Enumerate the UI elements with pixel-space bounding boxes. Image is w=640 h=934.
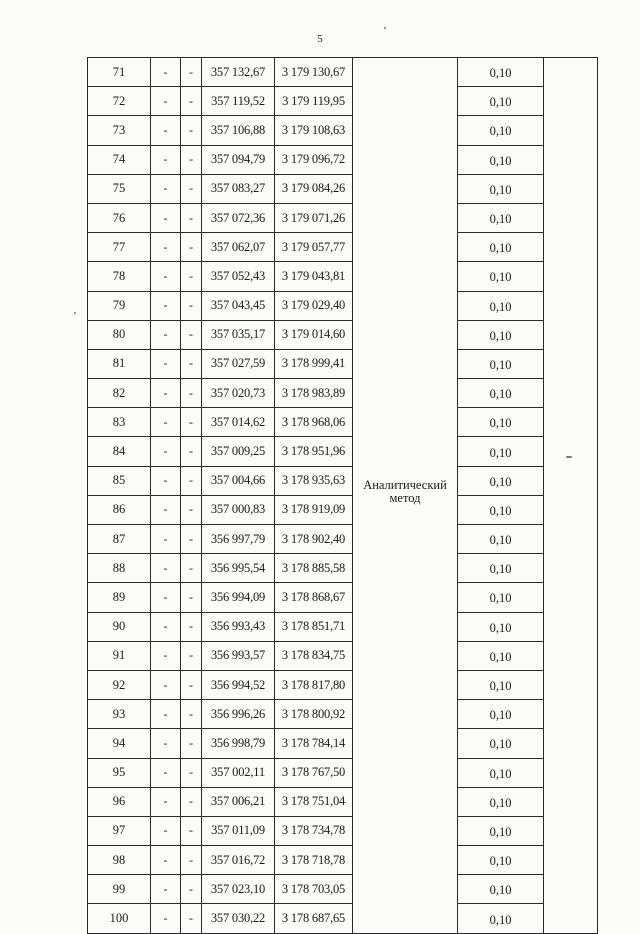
x-coordinate-cell: 357 002,11: [202, 758, 275, 787]
accuracy-cell: 0,10: [458, 904, 544, 933]
dash-cell: -: [181, 466, 202, 495]
y-coordinate-cell: 3 178 687,65: [275, 904, 353, 933]
scan-mark: [566, 456, 572, 458]
table-row: [88, 437, 598, 466]
y-coordinate-cell: 3 178 784,14: [275, 729, 353, 758]
point-number-cell: 98: [88, 846, 151, 875]
dash-cell: -: [151, 583, 181, 612]
point-number-cell: 97: [88, 816, 151, 845]
accuracy-cell: 0,10: [458, 233, 544, 262]
table-row: [88, 116, 598, 145]
y-coordinate-cell: 3 178 800,92: [275, 700, 353, 729]
dash-cell: -: [181, 87, 202, 116]
point-number-cell: 100: [88, 904, 151, 933]
x-coordinate-cell: 357 072,36: [202, 203, 275, 232]
x-coordinate-cell: 357 004,66: [202, 466, 275, 495]
dash-cell: -: [181, 291, 202, 320]
accuracy-cell: 0,10: [458, 495, 544, 524]
dash-cell: -: [181, 320, 202, 349]
table-row: [88, 554, 598, 583]
dash-cell: -: [181, 116, 202, 145]
table-body: [88, 58, 598, 934]
dash-cell: -: [181, 262, 202, 291]
table-row: [88, 875, 598, 904]
y-coordinate-cell: 3 178 734,78: [275, 816, 353, 845]
dash-cell: -: [151, 262, 181, 291]
table-row: [88, 904, 598, 933]
y-coordinate-cell: 3 178 718,78: [275, 846, 353, 875]
point-number-cell: 78: [88, 262, 151, 291]
dash-cell: -: [181, 58, 202, 87]
accuracy-cell: 0,10: [458, 320, 544, 349]
y-coordinate-cell: 3 178 834,75: [275, 641, 353, 670]
table-row: [88, 641, 598, 670]
table-row: [88, 583, 598, 612]
y-coordinate-cell: 3 178 885,58: [275, 554, 353, 583]
point-number-cell: 92: [88, 670, 151, 699]
y-coordinate-cell: 3 178 767,50: [275, 758, 353, 787]
table-row: [88, 58, 598, 87]
y-coordinate-cell: 3 178 703,05: [275, 875, 353, 904]
table-row: [88, 816, 598, 845]
dash-cell: -: [151, 349, 181, 378]
dash-cell: -: [151, 379, 181, 408]
x-coordinate-cell: 357 016,72: [202, 846, 275, 875]
table-row: [88, 87, 598, 116]
x-coordinate-cell: 357 132,67: [202, 58, 275, 87]
dash-cell: -: [151, 203, 181, 232]
point-number-cell: 84: [88, 437, 151, 466]
x-coordinate-cell: 357 009,25: [202, 437, 275, 466]
table-row: [88, 729, 598, 758]
dash-cell: -: [151, 758, 181, 787]
x-coordinate-cell: 357 106,88: [202, 116, 275, 145]
table-row: [88, 349, 598, 378]
y-coordinate-cell: 3 178 968,06: [275, 408, 353, 437]
x-coordinate-cell: 357 020,73: [202, 379, 275, 408]
dash-cell: -: [181, 379, 202, 408]
accuracy-cell: 0,10: [458, 641, 544, 670]
y-coordinate-cell: 3 179 029,40: [275, 291, 353, 320]
x-coordinate-cell: 357 062,07: [202, 233, 275, 262]
table-row: [88, 203, 598, 232]
point-number-cell: 85: [88, 466, 151, 495]
x-coordinate-cell: 357 119,52: [202, 87, 275, 116]
dash-cell: -: [151, 233, 181, 262]
table-row: [88, 262, 598, 291]
x-coordinate-cell: 356 998,79: [202, 729, 275, 758]
point-number-cell: 83: [88, 408, 151, 437]
x-coordinate-cell: 357 094,79: [202, 145, 275, 174]
empty-cell: [544, 58, 598, 934]
x-coordinate-cell: 357 043,45: [202, 291, 275, 320]
point-number-cell: 99: [88, 875, 151, 904]
y-coordinate-cell: 3 178 902,40: [275, 525, 353, 554]
accuracy-cell: 0,10: [458, 58, 544, 87]
x-coordinate-cell: 357 006,21: [202, 787, 275, 816]
dash-cell: -: [181, 145, 202, 174]
x-coordinate-cell: 357 027,59: [202, 349, 275, 378]
dash-cell: -: [151, 846, 181, 875]
dash-cell: -: [181, 437, 202, 466]
point-number-cell: 88: [88, 554, 151, 583]
dash-cell: -: [181, 612, 202, 641]
dash-cell: -: [181, 875, 202, 904]
table-row: [88, 846, 598, 875]
point-number-cell: 89: [88, 583, 151, 612]
dash-cell: -: [181, 846, 202, 875]
point-number-cell: 80: [88, 320, 151, 349]
dash-cell: -: [151, 320, 181, 349]
table-row: [88, 612, 598, 641]
y-coordinate-cell: 3 179 071,26: [275, 203, 353, 232]
accuracy-cell: 0,10: [458, 700, 544, 729]
y-coordinate-cell: 3 179 108,63: [275, 116, 353, 145]
y-coordinate-cell: 3 178 983,89: [275, 379, 353, 408]
accuracy-cell: 0,10: [458, 437, 544, 466]
point-number-cell: 90: [88, 612, 151, 641]
x-coordinate-cell: 356 995,54: [202, 554, 275, 583]
point-number-cell: 72: [88, 87, 151, 116]
point-number-cell: 76: [88, 203, 151, 232]
y-coordinate-cell: 3 179 096,72: [275, 145, 353, 174]
dash-cell: -: [151, 87, 181, 116]
method-cell: Аналитический метод: [353, 58, 458, 934]
y-coordinate-cell: 3 178 935,63: [275, 466, 353, 495]
point-number-cell: 73: [88, 116, 151, 145]
point-number-cell: 75: [88, 174, 151, 203]
dash-cell: -: [151, 495, 181, 524]
x-coordinate-cell: 356 997,79: [202, 525, 275, 554]
accuracy-cell: 0,10: [458, 758, 544, 787]
table-row: [88, 787, 598, 816]
accuracy-cell: 0,10: [458, 408, 544, 437]
dash-cell: -: [151, 904, 181, 933]
x-coordinate-cell: 356 996,26: [202, 700, 275, 729]
x-coordinate-cell: 357 030,22: [202, 904, 275, 933]
y-coordinate-cell: 3 178 868,67: [275, 583, 353, 612]
y-coordinate-cell: 3 179 119,95: [275, 87, 353, 116]
dash-cell: -: [181, 233, 202, 262]
table-row: [88, 700, 598, 729]
dash-cell: -: [181, 583, 202, 612]
point-number-cell: 81: [88, 349, 151, 378]
dash-cell: -: [151, 437, 181, 466]
point-number-cell: 95: [88, 758, 151, 787]
y-coordinate-cell: 3 178 951,96: [275, 437, 353, 466]
accuracy-cell: 0,10: [458, 816, 544, 845]
accuracy-cell: 0,10: [458, 349, 544, 378]
dash-cell: -: [151, 816, 181, 845]
x-coordinate-cell: 356 993,43: [202, 612, 275, 641]
point-number-cell: 96: [88, 787, 151, 816]
accuracy-cell: 0,10: [458, 174, 544, 203]
point-number-cell: 79: [88, 291, 151, 320]
accuracy-cell: 0,10: [458, 612, 544, 641]
accuracy-cell: 0,10: [458, 145, 544, 174]
point-number-cell: 86: [88, 495, 151, 524]
y-coordinate-cell: 3 178 751,04: [275, 787, 353, 816]
table-row: [88, 291, 598, 320]
y-coordinate-cell: 3 179 084,26: [275, 174, 353, 203]
dash-cell: -: [151, 525, 181, 554]
dash-cell: -: [151, 116, 181, 145]
dash-cell: -: [181, 554, 202, 583]
x-coordinate-cell: 357 011,09: [202, 816, 275, 845]
dash-cell: -: [181, 408, 202, 437]
accuracy-cell: 0,10: [458, 262, 544, 291]
dash-cell: -: [151, 466, 181, 495]
accuracy-cell: 0,10: [458, 846, 544, 875]
accuracy-cell: 0,10: [458, 466, 544, 495]
coordinates-table: [87, 57, 598, 934]
dash-cell: -: [181, 525, 202, 554]
accuracy-cell: 0,10: [458, 583, 544, 612]
point-number-cell: 82: [88, 379, 151, 408]
scan-mark: [384, 27, 386, 29]
table-row: [88, 466, 598, 495]
accuracy-cell: 0,10: [458, 116, 544, 145]
dash-cell: -: [181, 495, 202, 524]
accuracy-cell: 0,10: [458, 525, 544, 554]
accuracy-cell: 0,10: [458, 729, 544, 758]
accuracy-cell: 0,10: [458, 787, 544, 816]
dash-cell: -: [181, 729, 202, 758]
x-coordinate-cell: 357 052,43: [202, 262, 275, 291]
accuracy-cell: 0,10: [458, 87, 544, 116]
table-row: [88, 495, 598, 524]
y-coordinate-cell: 3 178 851,71: [275, 612, 353, 641]
dash-cell: -: [181, 203, 202, 232]
dash-cell: -: [151, 875, 181, 904]
dash-cell: -: [181, 904, 202, 933]
dash-cell: -: [151, 787, 181, 816]
x-coordinate-cell: 357 000,83: [202, 495, 275, 524]
y-coordinate-cell: 3 179 130,67: [275, 58, 353, 87]
dash-cell: -: [151, 408, 181, 437]
table-row: [88, 233, 598, 262]
scan-mark: [74, 312, 76, 314]
point-number-cell: 87: [88, 525, 151, 554]
dash-cell: -: [181, 700, 202, 729]
dash-cell: -: [151, 612, 181, 641]
accuracy-cell: 0,10: [458, 291, 544, 320]
dash-cell: -: [151, 554, 181, 583]
point-number-cell: 77: [88, 233, 151, 262]
dash-cell: -: [181, 349, 202, 378]
point-number-cell: 91: [88, 641, 151, 670]
x-coordinate-cell: 357 014,62: [202, 408, 275, 437]
x-coordinate-cell: 356 993,57: [202, 641, 275, 670]
y-coordinate-cell: 3 178 999,41: [275, 349, 353, 378]
point-number-cell: 74: [88, 145, 151, 174]
y-coordinate-cell: 3 178 919,09: [275, 495, 353, 524]
y-coordinate-cell: 3 179 057,77: [275, 233, 353, 262]
accuracy-cell: 0,10: [458, 554, 544, 583]
dash-cell: -: [151, 174, 181, 203]
dash-cell: -: [181, 641, 202, 670]
table-row: [88, 408, 598, 437]
accuracy-cell: 0,10: [458, 670, 544, 699]
dash-cell: -: [151, 58, 181, 87]
x-coordinate-cell: 356 994,52: [202, 670, 275, 699]
page-number: 5: [317, 33, 323, 45]
accuracy-cell: 0,10: [458, 203, 544, 232]
accuracy-cell: 0,10: [458, 379, 544, 408]
x-coordinate-cell: 357 083,27: [202, 174, 275, 203]
table-row: [88, 320, 598, 349]
table-row: [88, 758, 598, 787]
dash-cell: -: [181, 787, 202, 816]
table-row: [88, 145, 598, 174]
x-coordinate-cell: 357 035,17: [202, 320, 275, 349]
accuracy-cell: 0,10: [458, 875, 544, 904]
point-number-cell: 94: [88, 729, 151, 758]
y-coordinate-cell: 3 179 043,81: [275, 262, 353, 291]
table-row: [88, 525, 598, 554]
dash-cell: -: [181, 174, 202, 203]
y-coordinate-cell: 3 179 014,60: [275, 320, 353, 349]
x-coordinate-cell: 356 994,09: [202, 583, 275, 612]
point-number-cell: 93: [88, 700, 151, 729]
dash-cell: -: [181, 758, 202, 787]
table-row: [88, 174, 598, 203]
y-coordinate-cell: 3 178 817,80: [275, 670, 353, 699]
table-row: [88, 670, 598, 699]
point-number-cell: 71: [88, 58, 151, 87]
dash-cell: -: [181, 816, 202, 845]
dash-cell: -: [151, 700, 181, 729]
x-coordinate-cell: 357 023,10: [202, 875, 275, 904]
dash-cell: -: [151, 641, 181, 670]
dash-cell: -: [151, 670, 181, 699]
table-row: [88, 379, 598, 408]
dash-cell: -: [151, 729, 181, 758]
dash-cell: -: [151, 291, 181, 320]
dash-cell: -: [151, 145, 181, 174]
dash-cell: -: [181, 670, 202, 699]
